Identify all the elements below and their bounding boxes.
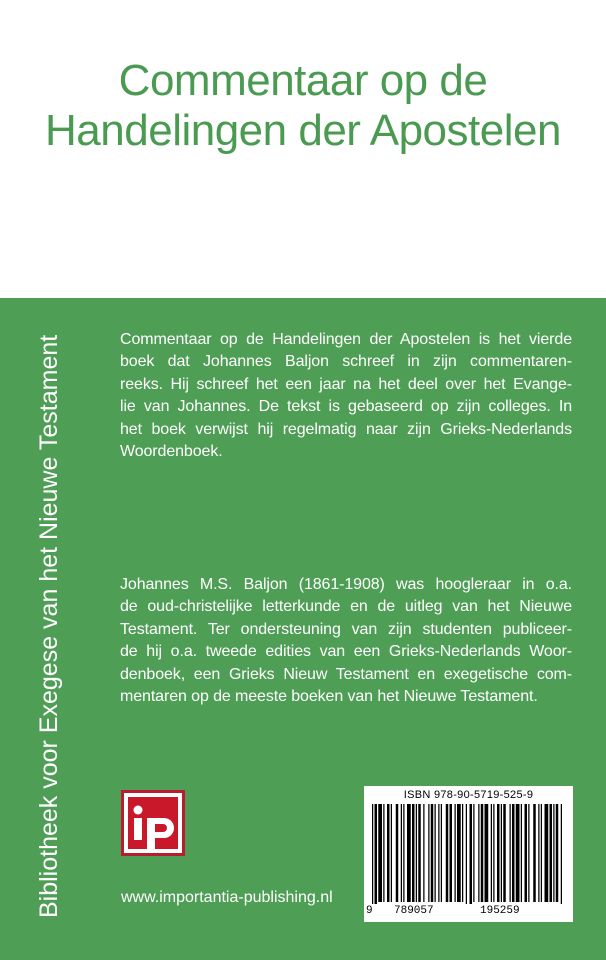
barcode-bar: [470, 804, 473, 904]
barcode-bar: [412, 804, 415, 902]
barcode-bar: [473, 804, 474, 902]
barcode-digits-left: 789057: [394, 905, 434, 917]
barcode-bar: [501, 804, 502, 902]
book-title: [0, 56, 606, 156]
barcode-bar: [423, 804, 424, 902]
barcode-bar: [407, 804, 411, 902]
barcode-bar: [431, 804, 434, 902]
barcode-bar: [441, 804, 442, 902]
description-line: boek dat Johannes Baljon schreef in zijn commentaren-: [120, 353, 572, 371]
barcode-bar: [561, 804, 562, 904]
publisher-logo: [121, 790, 185, 856]
isbn-label: ISBN 978-90-5719-525-9: [403, 789, 534, 801]
barcode-bar: [428, 804, 429, 902]
description-paragraph: [120, 329, 572, 463]
bio-line: Johannes M.S. Baljon (1861-1908) was hoogleraar in o.a.: [120, 576, 572, 593]
barcode-bar: [466, 804, 467, 904]
barcode-bar: [533, 804, 536, 902]
barcode-bar: [491, 804, 492, 902]
barcode-bar: [378, 804, 382, 902]
top-white-panel: [0, 0, 606, 298]
description-line: Commentaar op de Handelingen der Apostelen is het vierde: [120, 331, 572, 348]
barcode-bar: [493, 804, 494, 902]
barcode-bar: [450, 804, 453, 902]
barcode-bar: [403, 804, 404, 902]
barcode-digit-first: 9: [366, 905, 373, 917]
barcode-bar: [446, 804, 449, 902]
barcode-bar: [550, 804, 553, 902]
bio-line: de oud-christelijke letterkunde en de uitleg van het Nieuwe: [120, 598, 572, 616]
isbn-barcode: [364, 786, 573, 922]
barcode-bar: [541, 804, 542, 902]
series-spine-text: Bibliotheek voor Exegese van het Nieuwe Testament: [35, 334, 63, 918]
book-title-line-2: Handelingen der Apostelen: [45, 106, 561, 155]
bio-line: denboek, een Grieks Nieuw Testament en exegetische com-: [120, 665, 572, 683]
barcode-bar: [416, 804, 417, 902]
barcode-bar: [521, 804, 522, 902]
barcode-bar: [391, 804, 392, 902]
barcode-bar: [510, 804, 511, 902]
bio-line: mentaren op de meeste boeken van het Nieuwe Testament.: [120, 688, 538, 706]
barcode-bar: [545, 804, 549, 902]
barcode-bar: [372, 804, 373, 904]
barcode-bar: [383, 804, 384, 902]
barcode-bar: [538, 804, 539, 902]
description-line: lie van Johannes. De tekst is gebaseerd op zijn colleges. In: [120, 398, 572, 416]
barcode-bar: [401, 804, 402, 902]
barcode-bar: [556, 804, 559, 902]
barcode-bar: [375, 804, 378, 904]
barcode-bar: [478, 804, 479, 902]
barcode-bar: [438, 804, 439, 902]
barcode-bar: [481, 804, 484, 902]
barcode-bar: [457, 804, 461, 902]
barcode-bars: [372, 804, 565, 904]
book-title-line-1: Commentaar op de: [118, 56, 488, 105]
description-line: Woordenboek.: [120, 443, 223, 461]
publisher-website[interactable]: www.importantia-publishing.nl: [121, 889, 333, 906]
barcode-bar: [503, 804, 506, 902]
barcode-bar: [418, 804, 421, 902]
author-bio-paragraph: [120, 574, 572, 708]
publisher-logo-icon: [124, 793, 182, 853]
description-line: reeks. Hij schreef het een jaar na het deel over het Evange-: [120, 375, 572, 393]
barcode-bar: [462, 804, 463, 902]
barcode-bar: [497, 804, 500, 902]
barcode-bar: [435, 804, 436, 902]
barcode-bar: [528, 804, 529, 902]
barcode-bar: [455, 804, 456, 902]
barcode-digits-right: 195259: [480, 905, 520, 917]
barcode-bar: [512, 804, 515, 902]
bio-line: Testament. Ter ondersteuning van zijn studenten publiceer-: [120, 620, 572, 638]
barcode-bar: [525, 804, 528, 902]
barcode-bar: [553, 804, 554, 902]
barcode-bar: [485, 804, 489, 902]
barcode-bar: [387, 804, 390, 902]
barcode-bar: [396, 804, 399, 902]
barcode-bar: [516, 804, 520, 902]
description-line: het boek verwijst hij regelmatig naar zijn Grieks-Nederlands: [120, 420, 572, 438]
bio-line: de hij o.a. tweede edities van een Grieks-Nederlands Woor-: [120, 643, 572, 661]
